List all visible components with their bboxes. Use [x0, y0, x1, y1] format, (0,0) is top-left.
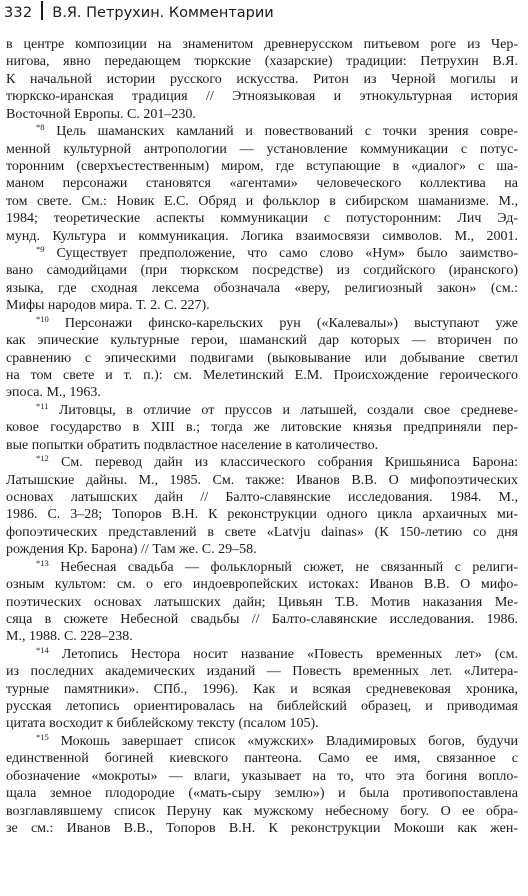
text-line [6, 489, 518, 506]
text-line [6, 541, 518, 558]
text-line [6, 53, 518, 70]
line-text: тюркско-иранская традиция // Этноязыковая и этнокультурная история [6, 89, 518, 105]
text-line [6, 175, 518, 192]
footnote-start-line [6, 315, 518, 332]
line-text: Мифы народов мира. Т. 2. С. 227). [6, 298, 210, 314]
text-line [6, 785, 518, 802]
footnote-start-line [6, 559, 518, 576]
line-text: маном персонажи становятся «агентами» человеческого коллектива на [6, 176, 518, 192]
footnote-marker: *12 [36, 453, 49, 464]
line-text: Литовцы, в отличие от пруссов и латышей, создали свое средневе- [58, 402, 518, 418]
line-text: 1984; теоретические аспекты коммуникации с потусторонним: Лич Эд- [6, 211, 518, 227]
footnote-start-line [6, 123, 518, 140]
line-text: единственной богиней киевского пантеона. Само ее имя, связанное с [6, 751, 518, 767]
footnote-marker: *11 [36, 400, 49, 411]
text-line [6, 681, 518, 698]
line-text: Летопись Нестора носит название «Повесть временных лет» (см. [61, 646, 518, 662]
line-text: щала земное плодородие («мать-сыру землю») и была противопоставлена [6, 786, 518, 802]
text-line [6, 524, 518, 541]
text-line [6, 228, 518, 245]
line-text: вые попытки обратить подвластное население в католичество. [6, 437, 379, 453]
line-text: турные памятники». СПб., 1996). Как и всякая средневековая хроника, [6, 681, 518, 697]
text-line [6, 262, 518, 279]
text-line [6, 611, 518, 628]
text-line [6, 280, 518, 297]
text-line [6, 715, 518, 732]
text-line [6, 36, 518, 53]
line-text: возглавлявшему список Перуну как мужскому небесному богу. О ее обра- [6, 803, 518, 819]
text-line [6, 628, 518, 645]
line-text: русская летопись ориентировалась на библейский образец, и приводимая [6, 699, 518, 715]
footnote-start-line [6, 454, 518, 471]
text-line [6, 210, 518, 227]
text-line [6, 750, 518, 767]
commentary-text [6, 36, 518, 837]
footnote-start-line [6, 733, 518, 750]
line-text: рождения Кр. Барона) // Там же. С. 29–58. [6, 542, 257, 558]
text-line [6, 88, 518, 105]
line-text: поэтических основах латышских дайн; Цивьян Т.В. Мотив наказания Ме- [6, 594, 518, 610]
line-text: торонним (сверхъестественным) миром, где вступающие в «диалог» с ша- [6, 158, 518, 174]
line-text: Существует предположение, что само слово «Нум» было заимство- [56, 246, 518, 262]
text-line [6, 106, 518, 123]
line-text: менной культурной антропологии — установление коммуникации с потус- [6, 141, 518, 157]
text-line [6, 506, 518, 523]
text-line [6, 332, 518, 349]
text-line [6, 472, 518, 489]
line-text: Небесная свадьба — фольклорный сюжет, не связанный с религи- [60, 559, 518, 575]
line-text: Восточной Европы. С. 201–230. [6, 106, 196, 122]
line-text: ковое государство в XIII в.; тогда же литовские князья предприняли пер- [6, 420, 518, 436]
line-text: том свете. См.: Новик Е.С. Обряд и фольклор в сибирском шаманизме. М., [6, 193, 518, 209]
footnote-start-line [6, 646, 518, 663]
footnote-marker: *13 [36, 557, 49, 568]
text-line [6, 350, 518, 367]
line-text: эпоса. М., 1963. [6, 385, 101, 401]
line-text: вано самодийцами (при тюркском посредстве) из согдийского (иранского) [6, 263, 518, 279]
line-text: зе см.: Иванов В.В., Топоров В.Н. К реконструкции Мокоши как жен- [6, 820, 518, 836]
line-text: сяца в сюжете Небесной свадьбы // Балто-славянские исследования. 1986. [6, 611, 518, 627]
text-line [6, 367, 518, 384]
text-line [6, 820, 518, 837]
running-title: В.Я. Петрухин. Комментарии [52, 5, 274, 21]
line-text: Мокошь завершает список «мужских» Владимировых богов, будучи [60, 733, 519, 749]
running-header [0, 0, 528, 30]
line-text: озным культом: см. о его индоевропейских истоках: Иванов В.В. О мифо- [6, 577, 518, 593]
line-text: цитата восходит к библейскому тексту (псалом 105). [6, 716, 319, 732]
line-text: языка, где сходная лексема обозначала «веру, религиозный закон» (см.: [6, 280, 518, 296]
footnote-marker: *8 [36, 122, 45, 133]
text-line [6, 193, 518, 210]
line-text: Латышские дайны. М., 1985. См. также: Иванов В.В. О мифопоэтических [6, 472, 518, 488]
line-text: обозначение «мокроты» — влаги, указывает на то, что эта богиня вопло- [6, 768, 518, 784]
text-line [6, 141, 518, 158]
footnote-marker: *14 [36, 644, 49, 655]
text-line [6, 663, 518, 680]
text-line [6, 158, 518, 175]
text-line [6, 297, 518, 314]
line-text: Персонажи финско-карельских рун («Калевалы») выступают уже [64, 315, 518, 331]
line-text: на том свете и т. п.): см. Мелетинский Е.М. Происхождение героического [6, 368, 518, 384]
line-text: как эпические культурные герои, шаманский дар которых — вторичен по [6, 333, 518, 349]
line-text: нигова, явно передающем тюркские (хазарские) традиции: Петрухин В.Я. [6, 54, 518, 70]
page-number: 332 [4, 5, 33, 21]
header-divider [41, 1, 43, 20]
footnote-marker: *10 [36, 313, 49, 324]
text-line [6, 803, 518, 820]
footnote-start-line [6, 402, 518, 419]
line-text: в центре композиции на знаменитом древнерусском питьевом роге из Чер- [6, 37, 518, 52]
line-text: сравнению с эпическими подвигами (выковывание или добывание светил [6, 350, 518, 366]
text-line [6, 384, 518, 401]
text-line [6, 437, 518, 454]
line-text: мунд. Культура и коммуникация. Логика взаимосвязи символов. М., 2001. [6, 228, 518, 244]
text-line [6, 594, 518, 611]
line-text: М., 1988. С. 228–238. [6, 629, 133, 645]
line-text: 1986. С. 3–28; Топоров В.Н. К реконструкции одного цикла архаичных ми- [6, 507, 518, 523]
line-text: Цель шаманских камланий и повествований с точки зрения совре- [56, 124, 518, 140]
line-text: из последних академических изданий — Повесть временных лет. «Литера- [6, 664, 518, 680]
text-line [6, 768, 518, 785]
line-text: основах латышских дайн // Балто-славянские исследования. 1984. М., [6, 489, 518, 505]
text-line [6, 698, 518, 715]
line-text: фопоэтических представлений в свете «Latvju dainas» (К 150-летию со дня [6, 524, 518, 540]
text-line [6, 576, 518, 593]
text-line [6, 71, 518, 88]
line-text: См. перевод дайн из классического собрания Кришьяниса Барона: [61, 455, 518, 471]
line-text: К начальной истории русского искусства. Ритон из Черной могилы и [6, 71, 518, 87]
text-line [6, 419, 518, 436]
footnote-marker: *15 [36, 731, 49, 742]
footnote-marker: *9 [36, 244, 45, 255]
footnote-start-line [6, 245, 518, 262]
